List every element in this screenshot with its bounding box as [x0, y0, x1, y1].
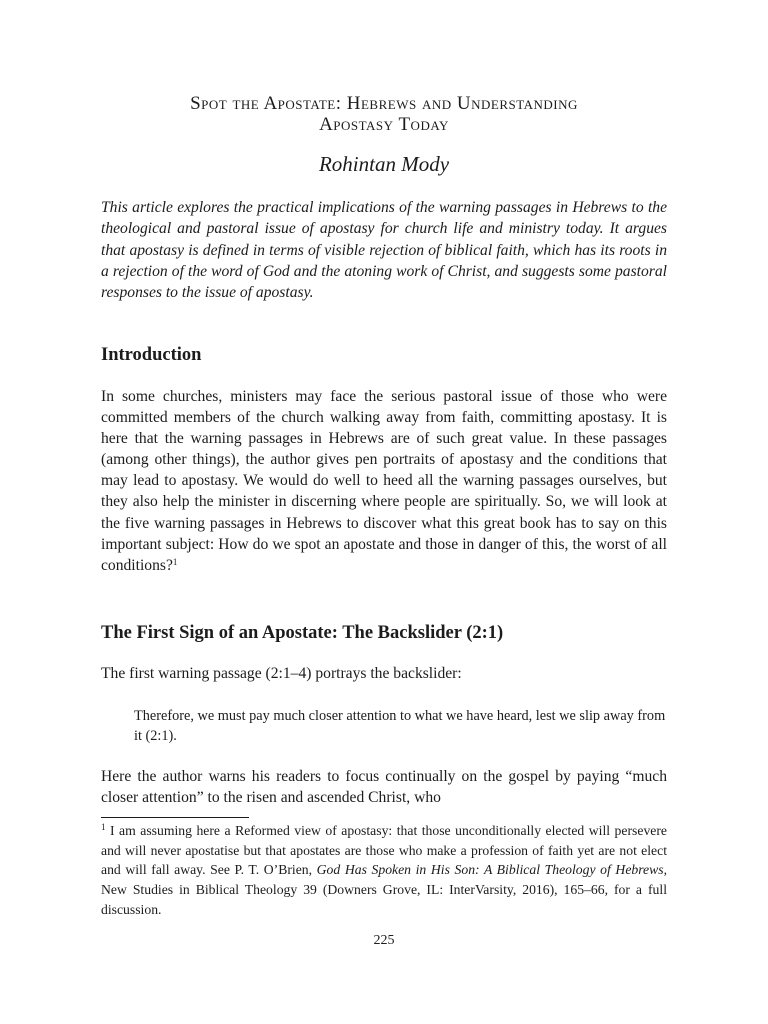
- footnote-marker: 1: [101, 822, 106, 832]
- article-title-line-2: Apostasy Today: [319, 114, 449, 135]
- first-sign-paragraph: Here the author warns his readers to focus continually on the gospel by paying “much closer attention” to the risen and ascended Christ, who: [101, 768, 667, 807]
- footnote-text-after: , New Studies in Biblical Theology 39 (Downers Grove, IL: InterVarsity, 2016), 165–66, for a full discussion.: [101, 862, 668, 917]
- block-quote: Therefore, we must pay much closer attention to what we have heard, lest we slip away from it (2:1).: [134, 708, 666, 744]
- author-name: Rohintan Mody: [318, 152, 450, 176]
- article-title: [100, 93, 668, 135]
- section-heading-introduction: Introduction: [101, 345, 202, 365]
- article-title-line-1: Spot the Apostate: Hebrews and Understanding: [190, 93, 578, 114]
- introduction-paragraph: [101, 386, 667, 576]
- introduction-text: In some churches, ministers may face the serious pastoral issue of those who were committed members of the church walking away from faith, committing apostasy. It is here that the warning passages in Hebrews are of such great value. In these passages (among other things), the author gives pen portraits of apostasy and the conditions that may lead to apostasy. We would do well to heed all the warning passages ourselves, but they also help the minister in discerning where people are spiritually. So, we will look at the five warning passages in Hebrews to discover what this great book has to say on this important subject: How do we spot an apostate and those in danger of this, the worst of all conditions?: [101, 388, 667, 574]
- footnote-text-before: I am assuming here a Reformed view of apostasy: that those unconditionally elected will persevere and will never apostatise but that apostates are those who make a profession of faith yet are not elect and will fall away. See P. T. O’Brien,: [101, 823, 667, 878]
- page-number: 225: [373, 933, 395, 948]
- abstract: This article explores the practical implications of the warning passages in Hebrews to the theological and pastoral issue of apostasy for church life and ministry today. It argues that apostasy is defined in terms of visible rejection of biblical faith, which has its roots in a rejection of the word of God and the atoning work of Christ, and suggests some pastoral responses to the issue of apostasy.: [101, 199, 667, 302]
- footnote: [101, 821, 667, 920]
- footnote-book-title: God Has Spoken in His Son: A Biblical Theology of Hebrews: [316, 862, 664, 878]
- footnote-divider: [101, 817, 249, 818]
- first-sign-lead: The first warning passage (2:1–4) portrays the backslider:: [101, 665, 462, 682]
- section-heading-first-sign: The First Sign of an Apostate: The Backslider (2:1): [101, 623, 504, 643]
- footnote-reference[interactable]: 1: [172, 556, 178, 567]
